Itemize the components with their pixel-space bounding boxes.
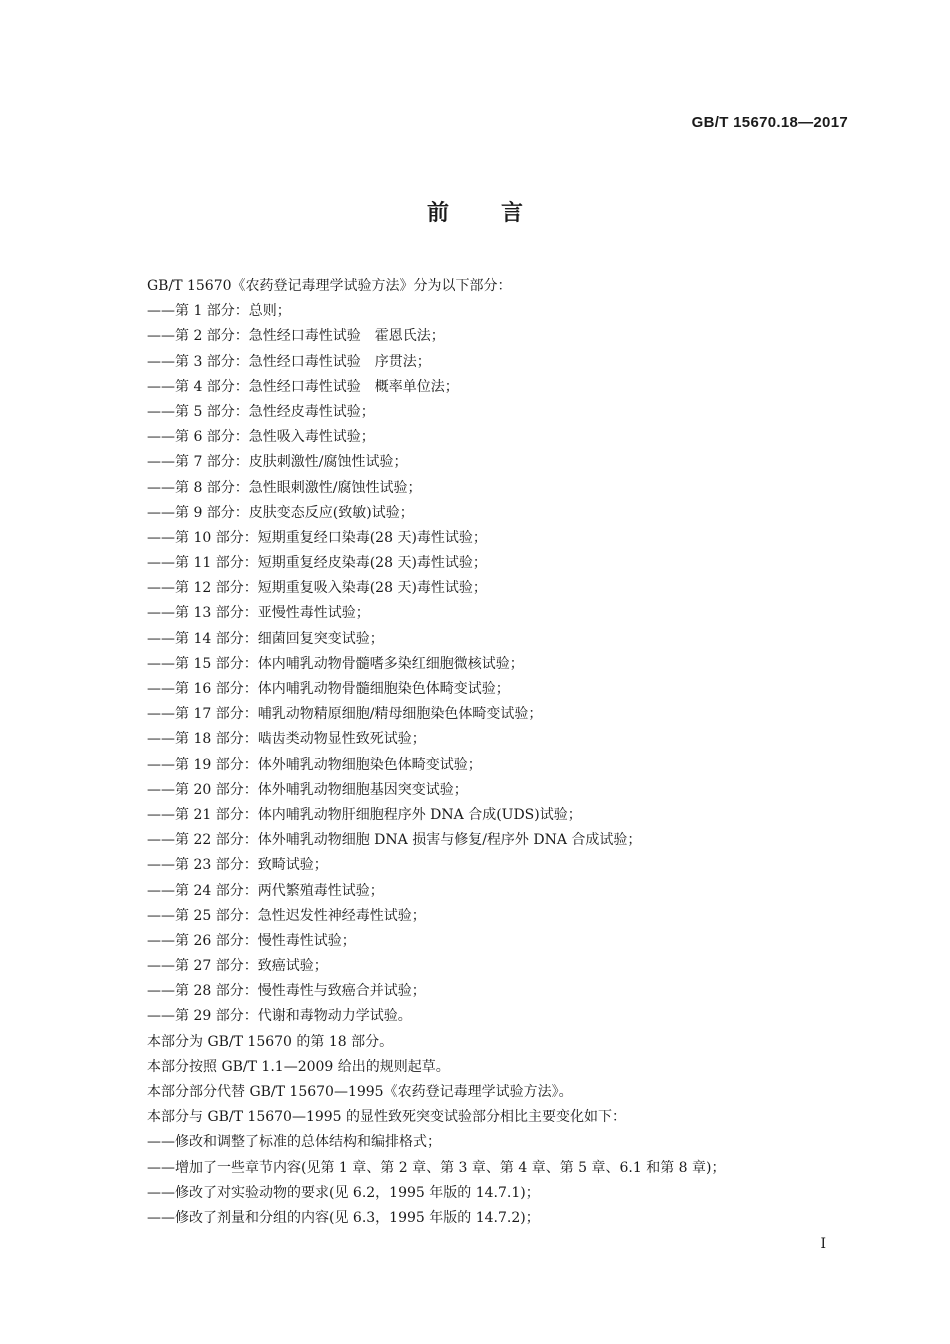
list-item: ——第 8 部分：急性眼刺激性/腐蚀性试验； xyxy=(147,479,422,496)
paragraph: 本部分部分代替 GB/T 15670—1995《农药登记毒理学试验方法》。 xyxy=(147,1084,573,1100)
list-item: ——第 9 部分：皮肤变态反应(致敏)试验； xyxy=(147,504,414,521)
list-item: ——第 16 部分：体内哺乳动物骨髓细胞染色体畸变试验； xyxy=(147,681,510,697)
list-item: ——第 15 部分：体内哺乳动物骨髓嗜多染红细胞微核试验； xyxy=(147,655,524,672)
title-char-1: 前 xyxy=(426,201,449,226)
list-item: ——第 14 部分：细菌回复突变试验； xyxy=(147,630,384,647)
list-item: ——第 13 部分：亚慢性毒性试验； xyxy=(147,605,370,622)
list-item: ——修改和调整了标准的总体结构和编排格式； xyxy=(147,1134,441,1151)
paragraph: 本部分与 GB/T 15670—1995 的显性致死突变试验部分相比主要变化如下： xyxy=(147,1109,627,1126)
list-item: ——第 28 部分：慢性毒性与致癌合并试验； xyxy=(147,983,426,1000)
list-item: ——第 27 部分：致癌试验； xyxy=(147,958,328,975)
list-item: ——第 4 部分：急性经口毒性试验 概率单位法； xyxy=(147,378,459,395)
list-item: ——第 11 部分：短期重复经皮染毒(28 天)毒性试验； xyxy=(147,555,487,572)
paragraph: 本部分为 GB/T 15670 的第 18 部分。 xyxy=(147,1033,394,1050)
list-item: ——第 7 部分：皮肤刺激性/腐蚀性试验； xyxy=(147,454,408,471)
list-item: ——第 21 部分：体内哺乳动物肝细胞程序外 DNA 合成(UDS)试验； xyxy=(147,806,582,823)
parts-list xyxy=(147,299,847,1029)
paragraph: 本部分按照 GB/T 1.1—2009 给出的规则起草。 xyxy=(147,1058,450,1075)
list-item: ——第 23 部分：致畸试验； xyxy=(147,857,328,874)
list-item: ——第 5 部分：急性经皮毒性试验； xyxy=(147,403,375,420)
list-item: ——第 10 部分：短期重复经口染毒(28 天)毒性试验； xyxy=(147,529,487,546)
list-item: ——增加了一些章节内容(见第 1 章、第 2 章、第 3 章、第 4 章、第 5 章、6.1 和第 8 章)； xyxy=(147,1159,726,1176)
list-item: ——第 2 部分：急性经口毒性试验 霍恩氏法； xyxy=(147,328,445,345)
list-item: ——第 22 部分：体外哺乳动物细胞 DNA 损害与修复/程序外 DNA 合成试验； xyxy=(147,832,642,849)
list-item: ——第 29 部分：代谢和毒物动力学试验。 xyxy=(147,1008,412,1025)
list-item: ——修改了对实验动物的要求(见 6.2，1995 年版的 14.7.1)； xyxy=(147,1184,540,1201)
statements xyxy=(147,1030,847,1131)
changes-list xyxy=(147,1130,847,1231)
list-item: ——第 26 部分：慢性毒性试验； xyxy=(147,932,356,949)
list-item: ——第 1 部分：总则； xyxy=(147,303,291,320)
list-item: ——第 20 部分：体外哺乳动物细胞基因突变试验； xyxy=(147,781,468,798)
list-item: ——第 24 部分：两代繁殖毒性试验； xyxy=(147,882,384,899)
standard-code: GB/T 15670.18—2017 xyxy=(691,114,848,131)
list-item: ——第 6 部分：急性吸入毒性试验； xyxy=(147,429,375,446)
list-item: ——第 18 部分：啮齿类动物显性致死试验； xyxy=(147,731,426,748)
list-item: ——第 3 部分：急性经口毒性试验 序贯法； xyxy=(147,353,431,370)
list-item: ——第 19 部分：体外哺乳动物细胞染色体畸变试验； xyxy=(147,756,482,773)
list-item: ——第 17 部分：哺乳动物精原细胞/精母细胞染色体畸变试验； xyxy=(147,706,543,723)
document-body xyxy=(147,274,847,1231)
page-number: I xyxy=(820,1236,826,1252)
list-item: ——第 25 部分：急性迟发性神经毒性试验； xyxy=(147,907,426,924)
intro-paragraph: GB/T 15670《农药登记毒理学试验方法》分为以下部分： xyxy=(147,278,512,294)
title-char-2: 言 xyxy=(501,201,524,226)
list-item: ——第 12 部分：短期重复吸入染毒(28 天)毒性试验； xyxy=(147,580,487,597)
list-item: ——修改了剂量和分组的内容(见 6.3，1995 年版的 14.7.2)； xyxy=(147,1209,540,1226)
page-title xyxy=(0,196,950,227)
